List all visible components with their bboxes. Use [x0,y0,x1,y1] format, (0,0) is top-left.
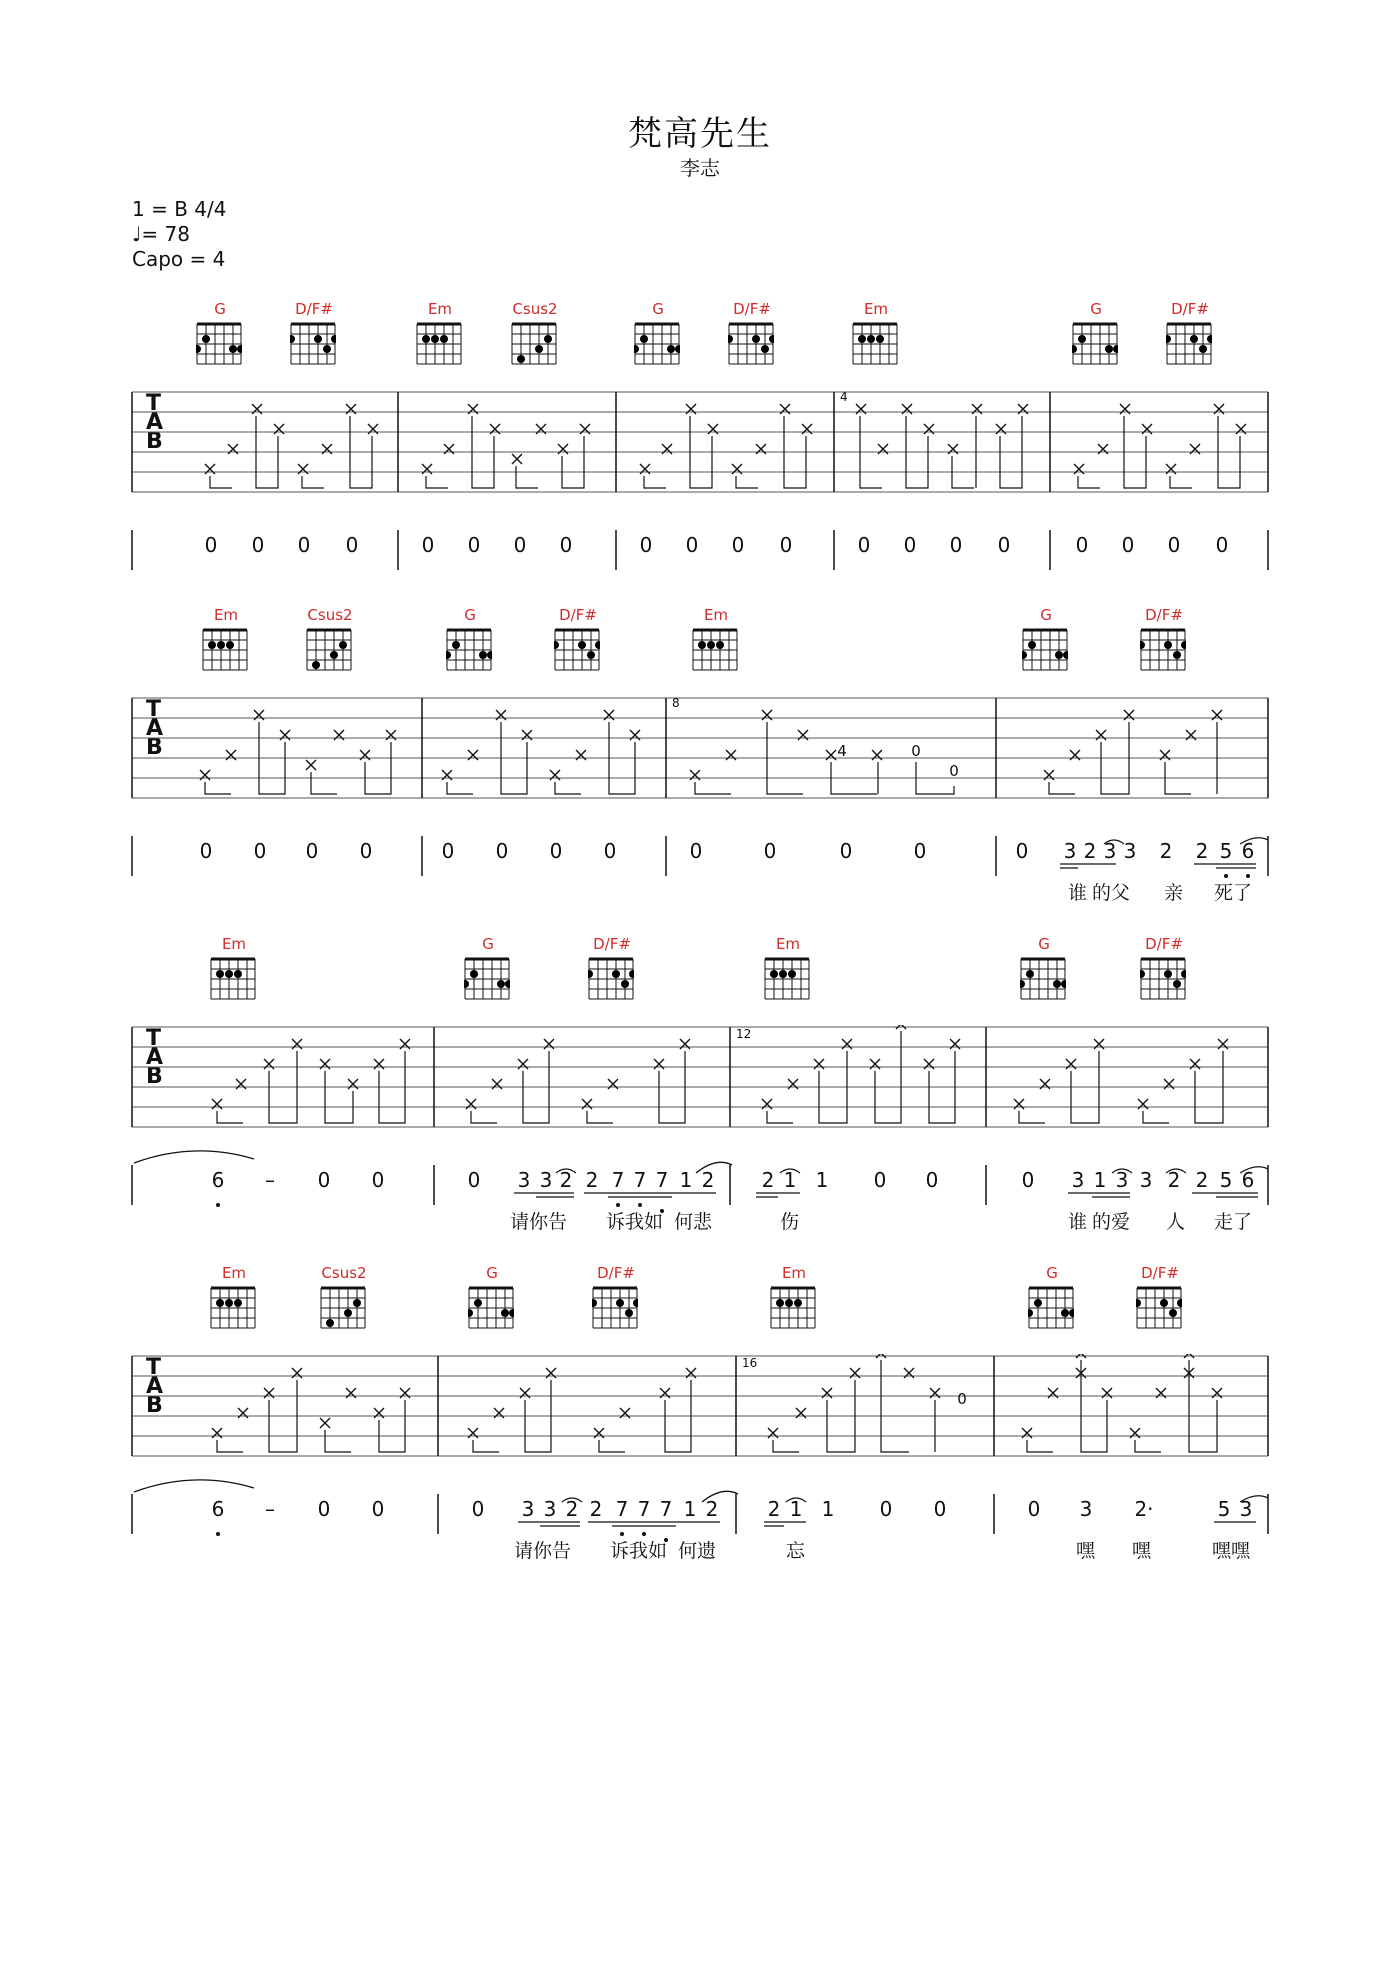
jianpu-note: 7 [637,1497,651,1521]
chord-name: Em [703,606,729,624]
jianpu-note: 0 [879,1497,893,1521]
chord-diagram [462,1264,522,1334]
chord-diagram [1066,300,1126,370]
fret-number: 4 [837,742,847,760]
jianpu-note: 0 [1121,533,1135,557]
jianpu-note: 5 [1219,839,1233,863]
jianpu-note: 2 [1159,839,1173,863]
jianpu-note: 0 [903,533,917,557]
jianpu-note: 0 [471,1497,485,1521]
lyric: 谁 [1068,1211,1088,1233]
jianpu-note: 0 [371,1168,385,1192]
jianpu-note: 0 [467,1168,481,1192]
jianpu-note: 2 [589,1497,603,1521]
chord-name: D/F# [1145,606,1183,624]
chord-name: D/F# [1171,300,1209,318]
chord-grid-icon [202,628,248,672]
jianpu-note: 3 [517,1168,531,1192]
chord-diagram [686,606,746,676]
tab-letter: A [146,1374,164,1399]
jianpu-note: 0 [297,533,311,557]
jianpu-note: 3 [1139,1168,1153,1192]
jianpu-row [212,1497,1253,1521]
tab-staff [0,1025,1400,1225]
jianpu-note: 0 [305,839,319,863]
chord-diagram [758,935,818,1005]
tab-letter: B [146,735,163,760]
jianpu-note: 0 [857,533,871,557]
chord-diagram [1022,1264,1082,1334]
chord-grid-icon [210,957,256,1001]
jianpu-note: 6 [1241,1168,1255,1192]
jianpu-note: 0 [639,533,653,557]
chord-grid-icon [588,957,634,1001]
chord-diagram [440,606,500,676]
jianpu-note: 3 [1079,1497,1093,1521]
system-1 [0,300,1400,600]
chord-name: G [464,606,476,624]
chord-name: G [1040,606,1052,624]
chord-name: Em [221,1264,247,1282]
lyric: 嘿 [1076,1540,1096,1562]
chord-name: Em [221,935,247,953]
chord-diagram [300,606,360,676]
jianpu-note: 0 [839,839,853,863]
jianpu-note: 0 [603,839,617,863]
lyric: 何悲 [674,1211,713,1233]
jianpu-note: 1 [1093,1168,1107,1192]
jianpu-note: 0 [779,533,793,557]
tab-letter: B [146,1393,163,1418]
jianpu-note: 0 [925,1168,939,1192]
tab-staff [0,390,1400,570]
chord-diagram [586,1264,646,1334]
tempo-marking: ♩= 78 [132,222,190,246]
chord-diagram [548,606,608,676]
tab-letter: A [146,410,164,435]
jianpu-note: 0 [371,1497,385,1521]
jianpu-note: 0 [997,533,1011,557]
fret-number-row [837,742,959,780]
jianpu-note: 7 [633,1168,647,1192]
tab-letter: A [146,716,164,741]
chord-name: D/F# [593,935,631,953]
chord-name: G [1038,935,1050,953]
song-title: 梵高先生 [628,114,772,154]
chord-grid-icon [1140,628,1186,672]
jianpu-note: 3 [1103,839,1117,863]
jianpu-note: 7 [655,1168,669,1192]
chord-grid-icon [446,628,492,672]
lyric: 的爱 [1092,1211,1131,1233]
jianpu-note: 1 [783,1168,797,1192]
jianpu-note: 1 [821,1497,835,1521]
tab-letter: T [146,1026,162,1051]
chord-diagram [505,300,565,370]
chord-grid-icon [770,1286,816,1330]
jianpu-note: 0 [421,533,435,557]
jianpu-note: 0 [317,1168,331,1192]
jianpu-note: 1 [815,1168,829,1192]
chord-diagram [1016,606,1076,676]
jianpu-note: 3 [521,1497,535,1521]
jianpu-note: 0 [467,533,481,557]
chord-name: D/F# [733,300,771,318]
lyric: 嘿嘿 [1212,1540,1251,1562]
jianpu-note: 7 [659,1497,673,1521]
jianpu-note: 0 [913,839,927,863]
jianpu-note: 7 [615,1497,629,1521]
lyric: 诉我如 [606,1211,664,1233]
chord-grid-icon [1028,1286,1074,1330]
chord-diagram [846,300,906,370]
jianpu-note: 0 [253,839,267,863]
chord-grid-icon [468,1286,514,1330]
chord-diagram [582,935,642,1005]
jianpu-note: 0 [949,533,963,557]
measure-number: 12 [736,1027,752,1041]
chord-grid-icon [1022,628,1068,672]
jianpu-note: 0 [685,533,699,557]
chord-grid-icon [592,1286,638,1330]
chord-name: D/F# [559,606,597,624]
fret-number: 0 [957,1390,967,1408]
jianpu-note: 3 [543,1497,557,1521]
chord-diagram [410,300,470,370]
chord-diagram [764,1264,824,1334]
chord-grid-icon [464,957,510,1001]
jianpu-note: 0 [873,1168,887,1192]
tab-letter: B [146,429,163,454]
jianpu-note: 2 [701,1168,715,1192]
lyric: 何遗 [678,1540,717,1562]
chord-diagram [458,935,518,1005]
chord-name: Csus2 [321,1264,367,1282]
jianpu-note: 0 [763,839,777,863]
jianpu-note: 0 [689,839,703,863]
system-2 [0,606,1400,906]
system-3 [0,935,1400,1235]
lyric: 走了 [1214,1211,1253,1233]
chord-name: D/F# [1141,1264,1179,1282]
fret-number-row [957,1390,967,1408]
jianpu-row [205,533,1229,557]
chord-name: D/F# [597,1264,635,1282]
chord-diagram [196,606,256,676]
chord-grid-icon [764,957,810,1001]
tab-letter: A [146,1045,164,1070]
jianpu-note: 0 [359,839,373,863]
song-artist: 李志 [680,156,720,180]
jianpu-note: 3 [539,1168,553,1192]
chord-name: Em [213,606,239,624]
tab-letter: T [146,1355,162,1380]
song-meta [132,197,226,272]
chord-grid-icon [852,322,898,366]
chord-name: G [482,935,494,953]
chord-name: G [1046,1264,1058,1282]
jianpu-note: 2 [767,1497,781,1521]
jianpu-note: 0 [345,533,359,557]
jianpu-note: 2 [1195,1168,1209,1192]
chord-diagram [1160,300,1220,370]
jianpu-note: – [265,1497,275,1521]
jianpu-note: 0 [1015,839,1029,863]
lyric: 嘿 [1132,1540,1152,1562]
chord-grid-icon [634,322,680,366]
chord-diagram [1014,935,1074,1005]
tab-letter: T [146,391,162,416]
chord-name: Em [427,300,453,318]
jianpu-note: 0 [549,839,563,863]
capo-marking: Capo = 4 [132,247,226,271]
chord-name: Csus2 [512,300,558,318]
jianpu-note: 3 [1071,1168,1085,1192]
measure-number: 16 [742,1356,758,1370]
tab-letter: B [146,1064,163,1089]
jianpu-note: 7 [611,1168,625,1192]
chord-diagram [284,300,344,370]
chord-diagram [1134,935,1194,1005]
lyric: 请你告 [510,1211,568,1233]
chord-diagram [190,300,250,370]
jianpu-note: 2 [1083,839,1097,863]
chord-grid-icon [692,628,738,672]
jianpu-note: 0 [495,839,509,863]
chord-name: Csus2 [307,606,353,624]
jianpu-note: 3 [1239,1497,1253,1521]
jianpu-note: 1 [679,1168,693,1192]
measure-number: 4 [840,390,848,404]
chord-grid-icon [1140,957,1186,1001]
jianpu-note: 0 [251,533,265,557]
jianpu-note: 0 [1167,533,1181,557]
chord-grid-icon [416,322,462,366]
chord-grid-icon [290,322,336,366]
chord-diagram [628,300,688,370]
jianpu-note: 0 [513,533,527,557]
chord-grid-icon [1020,957,1066,1001]
jianpu-note: 2· [1134,1497,1154,1521]
jianpu-note: 0 [559,533,573,557]
jianpu-note: 1 [683,1497,697,1521]
chord-diagram [314,1264,374,1334]
chord-grid-icon [210,1286,256,1330]
jianpu-note: 2 [705,1497,719,1521]
jianpu-note: 0 [731,533,745,557]
jianpu-note: 6 [211,1497,225,1521]
jianpu-note: 1 [789,1497,803,1521]
tab-staff [0,1354,1400,1554]
chord-name: Em [863,300,889,318]
jianpu-note: 0 [933,1497,947,1521]
jianpu-note: 6 [211,1168,225,1192]
jianpu-note: 2 [565,1497,579,1521]
jianpu-note: 0 [1215,533,1229,557]
chord-name: G [214,300,226,318]
jianpu-row [200,839,1255,863]
jianpu-note: 0 [1021,1168,1035,1192]
lyric: 谁 [1068,882,1088,904]
chord-name: D/F# [295,300,333,318]
fret-number: 0 [911,742,921,760]
jianpu-note: 3 [1063,839,1077,863]
jianpu-note: 5 [1217,1497,1231,1521]
chord-grid-icon [1136,1286,1182,1330]
jianpu-note: 2 [1167,1168,1181,1192]
lyric: 忘 [786,1540,806,1562]
jianpu-note: 0 [1027,1497,1041,1521]
chord-name: G [486,1264,498,1282]
jianpu-row [212,1168,1255,1192]
key-time-signature: 1 = B 4/4 [132,197,227,221]
lyric: 的父 [1092,882,1131,904]
chord-grid-icon [554,628,600,672]
chord-name: Em [781,1264,807,1282]
chord-name: Em [775,935,801,953]
chord-grid-icon [511,322,557,366]
jianpu-note: 0 [1075,533,1089,557]
jianpu-note: 2 [585,1168,599,1192]
jianpu-note: 5 [1219,1168,1233,1192]
lyric: 死了 [1214,882,1253,904]
jianpu-note: 3 [1123,839,1137,863]
tab-staff [0,696,1400,896]
jianpu-note: 0 [199,839,213,863]
chord-grid-icon [728,322,774,366]
jianpu-note: – [265,1168,275,1192]
lyric: 人 [1166,1211,1186,1233]
jianpu-note: 2 [1195,839,1209,863]
lyric: 亲 [1164,882,1184,904]
chord-grid-icon [1072,322,1118,366]
chord-name: G [1090,300,1102,318]
jianpu-note: 0 [204,533,218,557]
jianpu-note: 2 [761,1168,775,1192]
fret-number: 0 [949,762,959,780]
measure-number: 8 [672,696,680,710]
chord-diagram [722,300,782,370]
chord-diagram [204,1264,264,1334]
chord-diagram [1134,606,1194,676]
chord-grid-icon [196,322,242,366]
tab-letter: T [146,697,162,722]
chord-name: D/F# [1145,935,1183,953]
lyric: 请你告 [514,1540,572,1562]
chord-diagram [1130,1264,1190,1334]
jianpu-note: 3 [1115,1168,1129,1192]
chord-grid-icon [1166,322,1212,366]
chord-diagram [204,935,264,1005]
system-4 [0,1264,1400,1564]
jianpu-note: 0 [317,1497,331,1521]
lyric: 诉我如 [610,1540,668,1562]
chord-grid-icon [320,1286,366,1330]
jianpu-note: 0 [441,839,455,863]
jianpu-note: 2 [559,1168,573,1192]
jianpu-note: 6 [1241,839,1255,863]
lyric: 伤 [780,1211,800,1233]
chord-name: G [652,300,664,318]
chord-grid-icon [306,628,352,672]
